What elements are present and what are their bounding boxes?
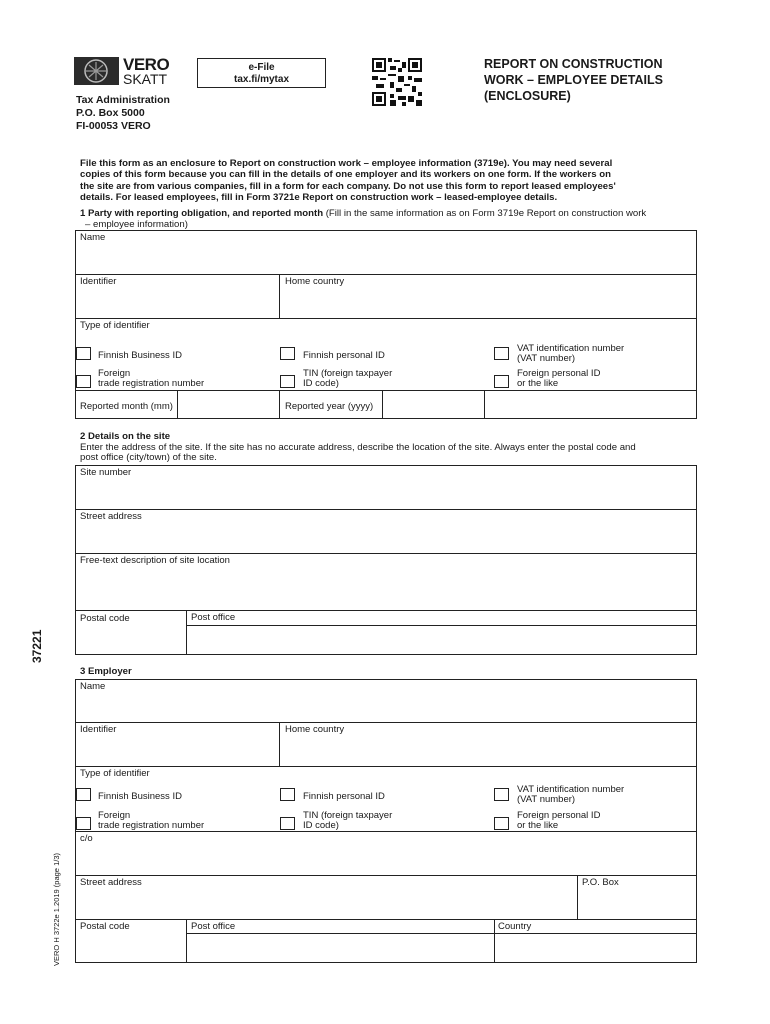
reported-year-input[interactable] [383, 391, 483, 418]
employer-street-address-input[interactable] [76, 890, 576, 918]
divider [186, 625, 697, 626]
title-line: WORK – EMPLOYEE DETAILS [484, 73, 663, 87]
foreign-trade-reg-label [98, 369, 204, 388]
section1-note-cont: – employee information) [85, 218, 188, 230]
foreign-trade-reg-checkbox[interactable] [76, 375, 91, 388]
site-post-office-label: Post office [191, 612, 236, 623]
employer-postal-code-label: Postal code [80, 921, 130, 932]
divider [75, 766, 697, 767]
site-street-address-label: Street address [80, 511, 142, 522]
employer-type-of-identifier-label: Type of identifier [80, 768, 150, 779]
employer-finnish-personal-id-checkbox[interactable] [280, 788, 295, 801]
form-title [484, 56, 663, 104]
vat-line: (VAT number) [517, 352, 576, 364]
reported-month-input[interactable] [178, 391, 278, 418]
ftrn-line: trade registration number [98, 819, 205, 831]
tin-line: TIN (foreign taxpayer [303, 810, 393, 821]
divider [279, 390, 280, 419]
divider [75, 722, 697, 723]
tin-line: TIN (foreign taxpayer [303, 368, 393, 379]
section1-note: (Fill in the same information as on Form 3719e Report on construction work [323, 208, 647, 219]
ftrn-line: Foreign [98, 368, 131, 379]
vero-logo [74, 57, 170, 87]
finnish-personal-id-checkbox[interactable] [280, 347, 295, 360]
efile-label: e-File [248, 62, 275, 73]
employer-post-office-label: Post office [191, 921, 236, 932]
employer-tin-checkbox[interactable] [280, 817, 295, 830]
divider [75, 509, 697, 510]
logo-text-vero: VERO [123, 55, 170, 74]
reported-year-label: Reported year (yyyy) [285, 401, 374, 412]
employer-foreign-personal-id-label [517, 811, 600, 830]
type-of-identifier-label: Type of identifier [80, 320, 150, 331]
employer-identifier-label: Identifier [80, 724, 117, 735]
intro-text [80, 158, 616, 203]
site-number-label: Site number [80, 467, 132, 478]
intro-line: details. For leased employees, fill in Form 3721e Report on construction work – leased-employee details. [80, 191, 558, 203]
vat-line: (VAT number) [517, 793, 576, 805]
employer-name-input[interactable] [76, 694, 696, 721]
form-code: 37221 [30, 629, 44, 663]
vat-number-label [517, 344, 624, 363]
ftrn-line: trade registration number [98, 377, 205, 389]
employer-post-office-input[interactable] [187, 934, 493, 962]
home-country-input[interactable] [280, 289, 696, 317]
address-line: FI-00053 VERO [76, 120, 151, 132]
intro-line: the site are from various companies, fill in a form for each company. Do not use this form to report leased employees' [80, 180, 616, 192]
employer-foreign-personal-id-checkbox[interactable] [494, 817, 509, 830]
foreign-personal-id-label [517, 369, 600, 388]
section1-title: 1 Party with reporting obligation, and reported month [80, 208, 324, 219]
employer-co-label: c/o [80, 833, 93, 844]
fpi-line: or the like [517, 377, 559, 389]
employer-foreign-trade-reg-label [98, 811, 204, 830]
blank-area [485, 391, 696, 418]
divider [75, 919, 697, 920]
employer-po-box-input[interactable] [578, 890, 696, 918]
vat-line: VAT identification number [517, 343, 625, 354]
site-postal-code-label: Postal code [80, 613, 130, 624]
intro-line: File this form as an enclosure to Report on construction work – employee information (3719e). You may need several [80, 158, 613, 169]
site-description-input[interactable] [76, 568, 696, 609]
fpi-line: or the like [517, 819, 559, 831]
section2-note-cont: post office (city/town) of the site. [80, 452, 217, 463]
employer-finnish-business-id-checkbox[interactable] [76, 788, 91, 801]
employer-home-country-label: Home country [285, 724, 345, 735]
employer-po-box-label: P.O. Box [582, 877, 619, 888]
employer-finnish-personal-id-label: Finnish personal ID [303, 791, 385, 802]
site-description-label: Free-text description of site location [80, 555, 230, 566]
efile-box[interactable] [197, 58, 326, 88]
employer-finnish-business-id-label: Finnish Business ID [98, 791, 182, 802]
divider [75, 875, 697, 876]
efile-link[interactable]: tax.fi/mytax [233, 74, 290, 85]
name-input[interactable] [76, 245, 696, 273]
divider [186, 933, 697, 934]
employer-co-input[interactable] [76, 846, 696, 874]
finnish-personal-id-label: Finnish personal ID [303, 350, 385, 361]
fpi-line: Foreign personal ID [517, 810, 601, 821]
tin-label [303, 369, 392, 388]
section3-title: 3 Employer [80, 666, 132, 677]
employer-postal-code-input[interactable] [76, 934, 185, 962]
employer-foreign-trade-reg-checkbox[interactable] [76, 817, 91, 830]
site-post-office-input[interactable] [187, 626, 696, 654]
identifier-label: Identifier [80, 276, 117, 287]
qr-code [372, 58, 422, 106]
section1-heading [80, 209, 646, 230]
home-country-label: Home country [285, 276, 345, 287]
employer-home-country-input[interactable] [280, 737, 696, 765]
form-footer-code: VERO H 3722e 1.2019 (page 1/3) [52, 853, 61, 966]
divider [75, 274, 697, 275]
section2-heading [80, 432, 636, 464]
address-line: P.O. Box 5000 [76, 107, 145, 119]
finnish-business-id-checkbox[interactable] [76, 347, 91, 360]
tax-admin-address [76, 94, 170, 133]
identifier-input[interactable] [76, 289, 278, 317]
tin-line: ID code) [303, 377, 339, 389]
employer-identifier-input[interactable] [76, 737, 278, 765]
employer-name-label: Name [80, 681, 106, 692]
ftrn-line: Foreign [98, 810, 131, 821]
logo-emblem-icon [74, 57, 119, 85]
site-postal-code-input[interactable] [76, 626, 185, 654]
employer-vat-number-label [517, 785, 624, 804]
fpi-line: Foreign personal ID [517, 368, 601, 379]
finnish-business-id-label: Finnish Business ID [98, 350, 182, 361]
site-number-input[interactable] [76, 480, 696, 508]
section2-note: Enter the address of the site. If the site has no accurate address, describe the location of the site. Always enter the postal code and [80, 441, 636, 453]
divider [75, 318, 697, 319]
address-line: Tax Administration [76, 94, 170, 106]
divider [75, 610, 697, 611]
employer-country-label: Country [498, 921, 532, 932]
title-line: (ENCLOSURE) [484, 89, 571, 103]
employer-country-input[interactable] [495, 934, 696, 962]
divider [75, 553, 697, 554]
employer-street-address-label: Street address [80, 877, 142, 888]
reported-month-label: Reported month (mm) [80, 401, 173, 412]
vat-number-checkbox[interactable] [494, 347, 509, 360]
employer-tin-label [303, 811, 392, 830]
name-label: Name [80, 232, 106, 243]
intro-line: copies of this form because you can fill in the details of one employer and its workers on one form. If the workers on [80, 169, 611, 181]
tin-checkbox[interactable] [280, 375, 295, 388]
foreign-personal-id-checkbox[interactable] [494, 375, 509, 388]
tin-line: ID code) [303, 819, 339, 831]
section2-title: 2 Details on the site [80, 431, 171, 442]
title-line: REPORT ON CONSTRUCTION [484, 57, 663, 71]
logo-text-skatt: SKATT [123, 71, 168, 87]
site-street-address-input[interactable] [76, 524, 696, 552]
vat-line: VAT identification number [517, 784, 625, 795]
divider [75, 831, 697, 832]
employer-vat-number-checkbox[interactable] [494, 788, 509, 801]
